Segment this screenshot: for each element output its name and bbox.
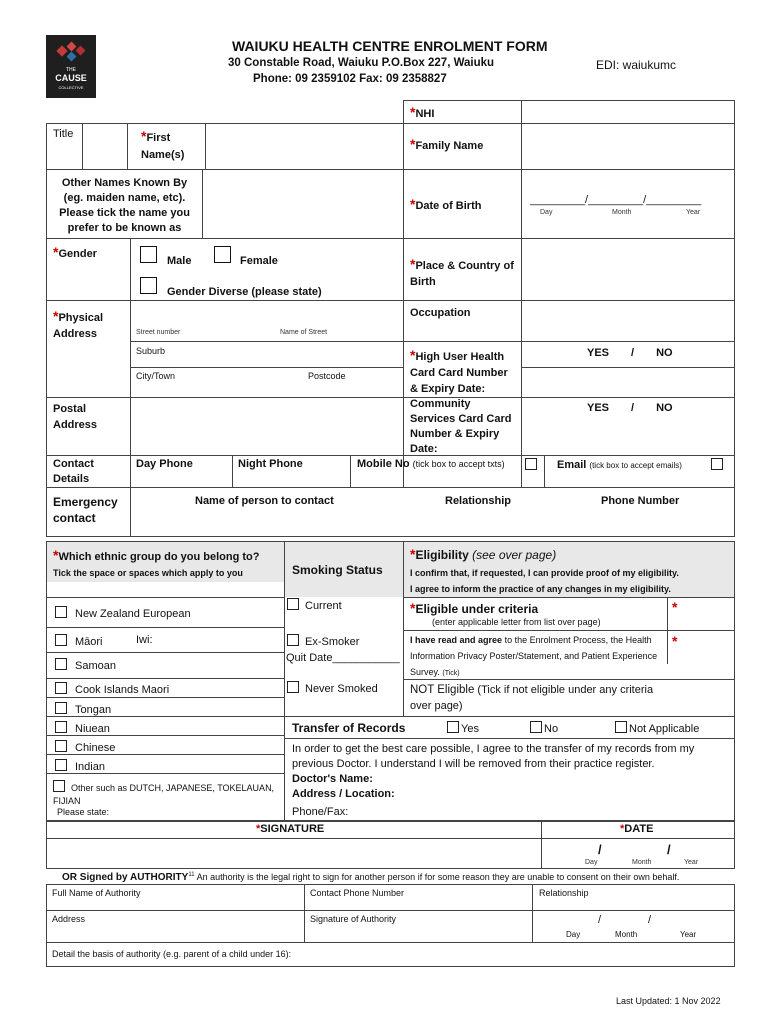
header-phone: Phone: 09 2359102 Fax: 09 2358827: [253, 73, 447, 85]
ethnic-option[interactable]: [55, 634, 103, 648]
auth-day-label: Day: [566, 930, 581, 939]
place-country-input[interactable]: [522, 239, 734, 300]
ethnic-option[interactable]: [55, 721, 110, 735]
ethnic-option[interactable]: [55, 702, 111, 716]
authority-signature-label: Signature of Authority: [310, 914, 397, 924]
last-updated: Last Updated: 1 Nov 2022: [616, 996, 721, 1006]
transfer-no[interactable]: No: [530, 721, 558, 735]
ethnic-option[interactable]: [55, 740, 115, 754]
emergency-phone-label: Phone Number: [601, 495, 680, 507]
ethnic-checkbox[interactable]: [55, 721, 67, 733]
auth-year-label: Year: [680, 930, 697, 939]
ethnic-checkbox[interactable]: [55, 682, 67, 694]
ethnic-question: *Which ethnic group do you belong to?: [53, 547, 260, 563]
transfer-na[interactable]: Not Applicable: [615, 721, 699, 735]
high-user-label: *High User Health Card Card Number & Expiry Date:: [410, 347, 508, 395]
ethnic-option-label: Samoan: [75, 660, 116, 672]
edi-code: EDI: waiukumc: [596, 58, 677, 72]
ethnic-checkbox[interactable]: [55, 702, 67, 714]
gender-diverse-checkbox[interactable]: [140, 277, 157, 294]
high-user-yes-no[interactable]: YES / NO: [587, 347, 673, 359]
authority-relationship-label: Relationship: [539, 888, 589, 898]
doctor-phone-label: Phone/Fax:: [292, 806, 349, 818]
eligibility-title: *Eligibility (see over page): [410, 546, 557, 562]
sig-month-label: Month: [632, 859, 652, 866]
postal-address-label: Postal Address: [53, 403, 98, 431]
date-slash-2: /: [667, 842, 671, 857]
ethnic-checkbox[interactable]: [55, 634, 67, 646]
ethnic-checkbox[interactable]: [55, 606, 67, 618]
not-eligible-text[interactable]: NOT Eligible (Tick if not eligible under any criteria over page): [410, 684, 654, 712]
postcode-label: Postcode: [308, 371, 346, 381]
male-label: Male: [167, 255, 192, 267]
smoking-status-title: Smoking Status: [292, 563, 383, 577]
eligibility-confirm-1: I confirm that, if requested, I can provide proof of my eligibility.: [410, 568, 679, 578]
csc-yes-no[interactable]: YES / NO: [587, 402, 673, 414]
gender-diverse-label: Gender Diverse (please state): [167, 286, 322, 298]
day-phone-label: Day Phone: [136, 458, 193, 470]
contact-details-label: Contact Details: [53, 458, 94, 485]
ethnic-option[interactable]: [55, 658, 116, 672]
night-phone-label: Night Phone: [238, 458, 303, 470]
first-name-label: *First Name(s): [141, 128, 185, 161]
logo-text-1: THE: [66, 67, 76, 73]
authority-address-label: Address: [52, 914, 86, 924]
authority-basis-label: Detail the basis of authority (e.g. parent of a child under 16):: [52, 949, 292, 959]
other-names-input[interactable]: [203, 170, 403, 238]
eligibility-confirm-2: I agree to inform the practice of any changes in my eligibility.: [410, 584, 671, 594]
emergency-name-label: Name of person to contact: [195, 495, 334, 507]
place-country-label: *Place & Country of Birth: [410, 256, 514, 288]
eligible-required-star: *: [672, 599, 678, 615]
ethnic-option-label: Niuean: [75, 723, 110, 735]
other-names-label: Other Names Known By (eg. maiden name, etc). Please tick the name you prefer to be known as: [59, 177, 190, 234]
dob-input[interactable]: _________/_________/_________: [530, 194, 702, 206]
mobile-txt-checkbox[interactable]: [525, 458, 537, 470]
doctor-address-label: Address / Location:: [292, 788, 395, 800]
date-label: *DATE: [620, 823, 654, 835]
nhi-label: *NHI: [410, 104, 435, 120]
postal-address-input[interactable]: [131, 398, 403, 455]
header-address: 30 Constable Road, Waiuku P.O.Box 227, Waiuku: [228, 57, 495, 69]
ethnic-option-label: Indian: [75, 761, 105, 773]
city-label: City/Town: [136, 371, 176, 381]
form-title: WAIUKU HEALTH CENTRE ENROLMENT FORM: [232, 38, 548, 54]
ethnic-option-label: New Zealand European: [75, 608, 191, 620]
cause-collective-logo-icon: [56, 41, 86, 65]
mobile-label: Mobile No (tick box to accept txts): [357, 458, 505, 470]
signature-label: *SIGNATURE: [256, 823, 325, 835]
female-checkbox[interactable]: [214, 246, 231, 263]
title-label: Title: [53, 128, 74, 140]
eligible-criteria-label: *Eligible under criteria: [410, 600, 539, 616]
female-label: Female: [240, 255, 278, 267]
eligible-enter-letter: (enter applicable letter from list over page): [432, 617, 601, 627]
transfer-yes[interactable]: Yes: [447, 721, 479, 735]
dob-label: *Date of Birth: [410, 196, 482, 212]
family-name-label: *Family Name: [410, 136, 484, 152]
ethnic-option-label: Tongan: [75, 704, 112, 716]
suburb-label: Suburb: [136, 346, 166, 356]
signature-input[interactable]: [47, 839, 541, 868]
dob-day-label: Day: [540, 209, 553, 216]
smoking-ex[interactable]: Ex-Smoker: [287, 634, 359, 648]
ethnic-checkbox[interactable]: [55, 759, 67, 771]
ethnic-option-label: Māori: [75, 636, 103, 648]
smoking-current[interactable]: Current: [287, 598, 342, 612]
authority-contact-phone-label: Contact Phone Number: [310, 888, 405, 898]
sig-year-label: Year: [684, 859, 699, 866]
emergency-relationship-label: Relationship: [445, 495, 512, 507]
occupation-input[interactable]: [522, 301, 734, 341]
ethnic-option[interactable]: [55, 682, 169, 696]
ethnic-option-label: Chinese: [75, 742, 116, 754]
email-checkbox[interactable]: [711, 458, 723, 470]
authority-intro: OR Signed by AUTHORITY$^{11}$ An authority is the legal right to sign for another person if for some reason they are unable to consent on their own behalf.: [62, 872, 680, 883]
title-input[interactable]: [83, 124, 127, 169]
read-agree-text: I have read and agree to the Enrolment Process, the Health Information Privacy Poster/Statement, and Patient Experience Survey. (Tick): [410, 635, 658, 677]
ethnic-instruction: Tick the space or spaces which apply to you: [53, 568, 243, 578]
logo-text-2: CAUSE: [55, 73, 87, 83]
date-slash-1: /: [598, 842, 602, 857]
physical-address-label: *Physical Address: [53, 308, 104, 340]
ethnic-checkbox[interactable]: [55, 740, 67, 752]
ethnic-please-state: Please state:: [57, 807, 110, 817]
sig-day-label: Day: [585, 859, 598, 866]
nhi-input[interactable]: [522, 101, 734, 123]
family-name-input[interactable]: [522, 124, 734, 169]
transfer-text: In order to get the best care possible, I agree to the transfer of my records from my previous Doctor. I understand I will be removed from their practice register.: [292, 743, 695, 770]
auth-month-label: Month: [615, 930, 638, 939]
ethnic-other[interactable]: Other such as DUTCH, JAPANESE, TOKELAUAN, FIJIAN: [53, 780, 283, 808]
read-agree-required-star: *: [672, 633, 678, 649]
ethnic-option[interactable]: [55, 759, 105, 773]
iwi-label: Iwi:: [136, 634, 153, 646]
occupation-label: Occupation: [410, 307, 471, 319]
email-label: Email (tick box to accept emails): [557, 459, 682, 471]
ethnic-checkbox[interactable]: [55, 658, 67, 670]
smoking-never[interactable]: Never Smoked: [287, 681, 378, 695]
dob-year-label: Year: [686, 209, 701, 216]
auth-date-slash-1: /: [598, 914, 602, 926]
street-name-label: Name of Street: [280, 329, 328, 336]
authority-full-name-label: Full Name of Authority: [52, 888, 141, 898]
emergency-contact-label: Emergency contact: [53, 495, 118, 525]
csc-label: Community Services Card Card Number & Expiry Date:: [410, 398, 512, 455]
gender-label: *Gender: [53, 244, 97, 260]
ethnic-option[interactable]: [55, 606, 191, 620]
logo-text-3: COLLECTIVE: [58, 85, 84, 90]
quit-date-field[interactable]: Quit Date___________: [286, 652, 400, 664]
male-checkbox[interactable]: [140, 246, 157, 263]
dob-month-label: Month: [612, 209, 632, 216]
first-name-input[interactable]: [206, 124, 403, 169]
doctor-name-label: Doctor's Name:: [292, 773, 373, 785]
street-number-label: Street number: [136, 329, 181, 336]
auth-date-slash-2: /: [648, 914, 652, 926]
logo: [46, 35, 96, 99]
ethnic-option-label: Cook Islands Maori: [75, 684, 170, 696]
transfer-records-title: Transfer of Records: [292, 721, 406, 735]
